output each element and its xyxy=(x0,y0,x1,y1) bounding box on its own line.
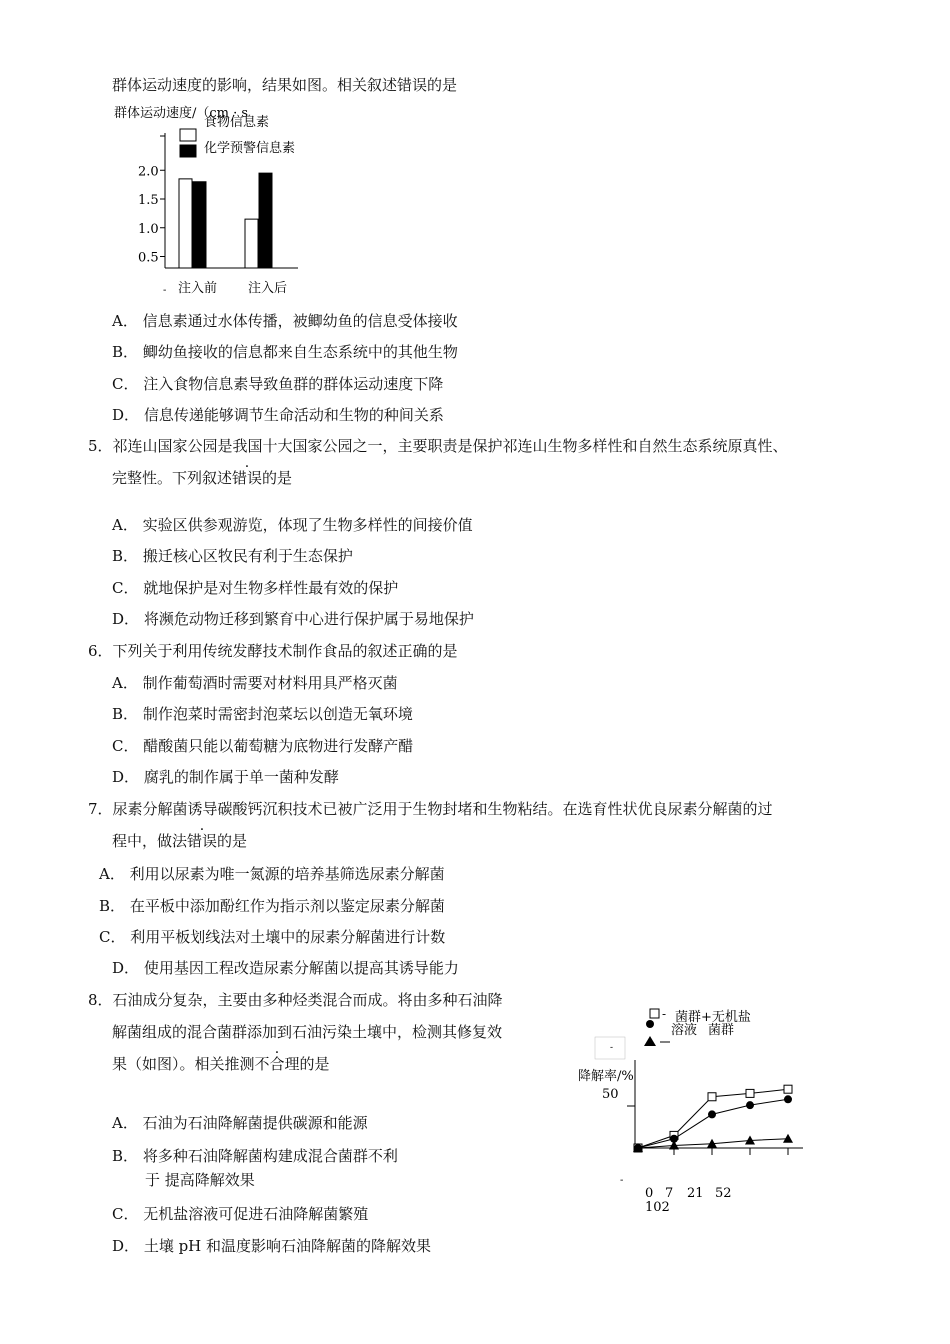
q5-option-c: C． 就地保护是对生物多样性最有效的保护 xyxy=(112,579,399,597)
x-tick-0: 0 xyxy=(645,1186,654,1201)
q4-option-a: A． 信息素通过水体传播，被鲫幼鱼的信息受体接收 xyxy=(112,312,458,330)
q6-option-d: D． 腐乳的制作属于单一菌种发酵 xyxy=(112,768,339,786)
chart2-ylabel: 降解率/% xyxy=(578,1069,634,1084)
q6-option-a: A． 制作葡萄酒时需要对材料用具严格灭菌 xyxy=(112,674,398,692)
point-circle xyxy=(784,1095,792,1103)
chart1-ylabel: 群体运动速度/（cm · s xyxy=(114,106,249,121)
y-tick-label: 1.5 xyxy=(138,193,159,208)
x-tick-21: 21 xyxy=(687,1186,704,1201)
q8-stem-line1: 8．石油成分复杂，主要由多种烃类混合而成。将由多种石油降 xyxy=(88,991,503,1009)
bar-food-0 xyxy=(179,179,192,268)
point-circle xyxy=(746,1101,754,1109)
y-tick-label: 0.5 xyxy=(138,250,159,266)
svg-text:-: - xyxy=(610,1043,614,1053)
point-circle xyxy=(708,1110,716,1118)
y-tick-label: 2.0 xyxy=(138,164,159,180)
emphasis-unreasonable: 不合理 xyxy=(254,1055,300,1073)
q8-line-chart xyxy=(572,1005,812,1211)
svg-text:-: - xyxy=(163,285,167,296)
x-label-before: 注入前 xyxy=(178,281,218,296)
q8-option-b-cont: 于 提高降解效果 xyxy=(145,1171,255,1189)
q7-option-b: B． 在平板中添加酚红作为指示剂以鉴定尿素分解菌 xyxy=(99,897,445,915)
legend-triangle-marker xyxy=(644,1036,656,1046)
svg-text:-: - xyxy=(620,1175,624,1186)
q5-stem-line2: 完整性。下列叙述错误的是 xyxy=(112,469,293,487)
svg-text:-: - xyxy=(662,1007,667,1021)
x-label-after: 注入后 xyxy=(248,281,288,296)
q4-option-d: D． 信息传递能够调节生命活动和生物的种间关系 xyxy=(112,406,444,424)
q4-stem-tail: 群体运动速度的影响，结果如图。相关叙述错误的是 xyxy=(112,76,458,94)
q6-option-b: B． 制作泡菜时需密封泡菜坛以创造无氧环境 xyxy=(112,705,413,723)
q8-option-c: C． 无机盐溶液可促进石油降解菌繁殖 xyxy=(112,1205,369,1223)
q5-option-b: B． 搬迁核心区牧民有利于生态保护 xyxy=(112,547,353,565)
q8-option-a: A． 石油为石油降解菌提供碳源和能源 xyxy=(112,1114,368,1132)
bar-alarm-1 xyxy=(259,173,272,268)
x-tick-52: 52 xyxy=(715,1186,732,1201)
x-tick-102: 102 xyxy=(645,1200,670,1211)
q4-bar-chart xyxy=(108,100,338,300)
q8-option-d: D． 土壤 pH 和温度影响石油降解菌的降解效果 xyxy=(112,1237,432,1255)
emphasis-error: 错误 xyxy=(232,469,263,487)
point-square xyxy=(746,1089,754,1097)
q7-stem-line2: 程中，做法错误的是 xyxy=(112,832,248,850)
legend-square-marker xyxy=(650,1009,659,1018)
q5-stem-line1: 5．祁连山国家公园是我国十大国家公园之一，主要职责是保护祁连山生物多样性和自然生态系统原真性、 xyxy=(88,437,788,455)
q6-option-c: C． 醋酸菌只能以葡萄糖为底物进行发酵产醋 xyxy=(112,737,414,755)
point-triangle xyxy=(783,1134,793,1143)
x-tick-7: 7 xyxy=(665,1186,674,1201)
legend-label-2: 溶液 xyxy=(671,1023,698,1038)
bar-alarm-0 xyxy=(193,182,206,268)
legend-circle-marker xyxy=(646,1020,654,1028)
q8-option-b: B． 将多种石油降解菌构建成混合菌群不利 xyxy=(112,1147,398,1165)
q8-stem-line2: 解菌组成的混合菌群添加到石油污染土壤中，检测其修复效 xyxy=(112,1023,503,1041)
q7-option-d: D． 使用基因工程改造尿素分解菌以提高其诱导能力 xyxy=(112,959,459,977)
legend-label-1: 菌群+无机盐 xyxy=(675,1010,751,1025)
chart1-title: 食物信息素 xyxy=(204,115,270,130)
q5-option-d: D． 将濒危动物迁移到繁育中心进行保护属于易地保护 xyxy=(112,610,474,628)
legend-alarm-label: 化学预警信息素 xyxy=(204,141,296,156)
legend-label-3: 菌群 xyxy=(708,1023,735,1038)
emphasis-error: 错误 xyxy=(187,832,218,850)
bar-food-1 xyxy=(245,219,258,268)
legend-alarm-swatch xyxy=(180,145,196,157)
q8-stem-line3: 果（如图）。相关推测不合理的是 xyxy=(112,1055,330,1073)
y-tick-label: 1.0 xyxy=(138,221,159,237)
q5-option-a: A． 实验区供参观游览，体现了生物多样性的间接价值 xyxy=(112,516,473,534)
q7-option-a: A． 利用以尿素为唯一氮源的培养基筛选尿素分解菌 xyxy=(99,865,445,883)
legend-food-swatch xyxy=(180,129,196,141)
q4-option-b: B． 鲫幼鱼接收的信息都来自生态系统中的其他生物 xyxy=(112,343,458,361)
q7-option-c: C． 利用平板划线法对土壤中的尿素分解菌进行计数 xyxy=(99,928,446,946)
point-square xyxy=(784,1085,792,1093)
point-square xyxy=(708,1093,716,1101)
y-tick-50: 50 xyxy=(602,1087,619,1102)
q4-option-c: C． 注入食物信息素导致鱼群的群体运动速度下降 xyxy=(112,375,444,393)
q7-stem-line1: 7．尿素分解菌诱导碳酸钙沉积技术已被广泛用于生物封堵和生物粘结。在选育性状优良尿素分解菌的过 xyxy=(88,800,773,818)
q6-stem: 6．下列关于利用传统发酵技术制作食品的叙述正确的是 xyxy=(88,642,458,660)
